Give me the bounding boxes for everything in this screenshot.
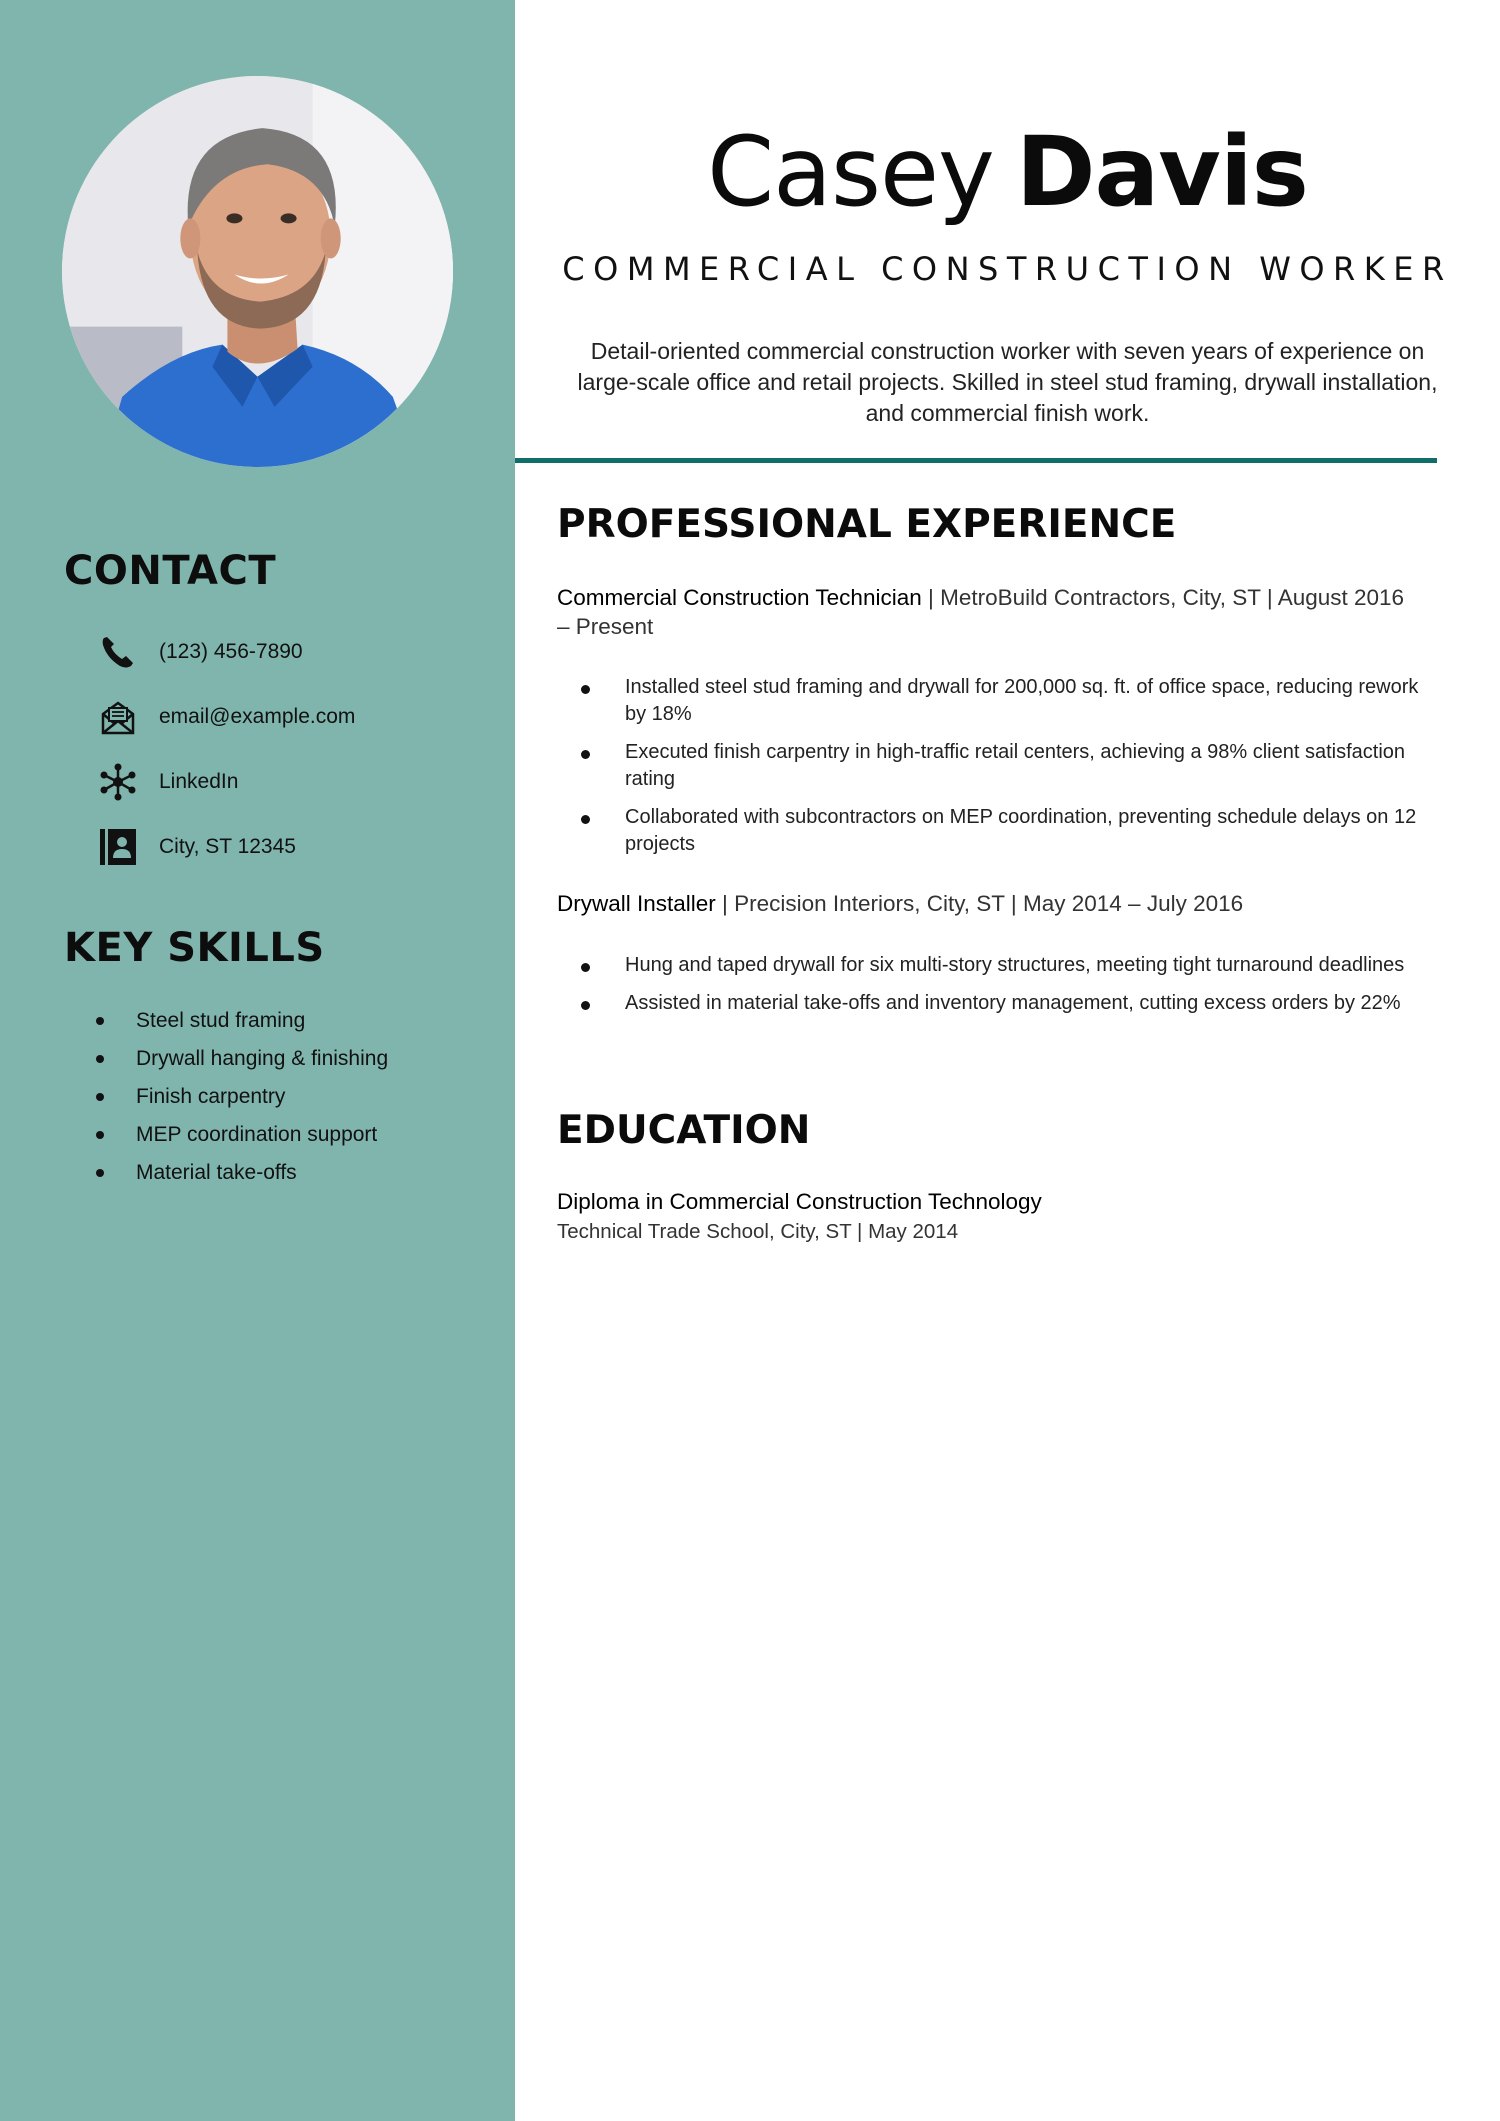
bullet-dot (96, 1093, 104, 1101)
contact-phone (96, 627, 303, 677)
skill-text: Steel stud framing (136, 1009, 306, 1032)
sidebar (0, 0, 515, 2121)
job-bullets (557, 674, 1437, 869)
job-role: Commercial Construction Technician (557, 585, 922, 610)
education-school: Technical Trade School, City, ST | May 2014 (557, 1220, 959, 1243)
list-item (96, 1040, 388, 1078)
bullet-dot (96, 1017, 104, 1025)
summary: Detail-oriented commercial construction worker with seven years of experience on large-scale office and retail projects. Skilled in steel stud framing, drywall installation, and commercial finish work. (577, 338, 1438, 426)
education-heading: EDUCATION (557, 1108, 811, 1153)
list-item (96, 1116, 388, 1154)
network-icon (96, 760, 140, 804)
contact-heading: CONTACT (64, 548, 277, 594)
profile-photo (62, 76, 453, 467)
job-details: | MetroBuild Contractors, City, ST | August 2016 – Present (557, 585, 1405, 639)
list-item (96, 1154, 388, 1192)
job-role: Drywall Installer (557, 891, 716, 916)
contact-email-text: email@example.com (159, 705, 356, 728)
bullet-dot (581, 685, 590, 694)
experience-heading: PROFESSIONAL EXPERIENCE (557, 502, 1177, 547)
bullet-text: Executed finish carpentry in high-traffic retail centers, achieving a 98% client satisfaction rating (625, 741, 1406, 790)
skill-text: Drywall hanging & finishing (136, 1047, 389, 1070)
bullet-text: Assisted in material take-offs and inventory management, cutting excess orders by 22% (625, 992, 1401, 1014)
bullet-text: Installed steel stud framing and drywall for 200,000 sq. ft. of office space, reducing rework by 18% (625, 676, 1419, 725)
skill-text: Material take-offs (136, 1161, 297, 1184)
job-entry-header (557, 583, 1417, 641)
key-skills-heading: KEY SKILLS (64, 925, 325, 971)
list-item (557, 990, 1437, 1017)
skills-list (96, 1002, 388, 1192)
first-name: Casey (707, 116, 994, 228)
list-item (557, 674, 1437, 728)
candidate-name (515, 112, 1500, 232)
email-icon (96, 695, 140, 739)
bullet-dot (96, 1169, 104, 1177)
list-item (96, 1002, 388, 1040)
bullet-dot (96, 1131, 104, 1139)
skill-text: Finish carpentry (136, 1085, 286, 1108)
bullet-dot (581, 750, 590, 759)
job-details: | Precision Interiors, City, ST | May 2014 – July 2016 (715, 891, 1244, 916)
skill-text: MEP coordination support (136, 1123, 378, 1146)
job-bullets (557, 952, 1437, 1028)
contact-linkedin-text: LinkedIn (159, 770, 239, 793)
section-divider (515, 458, 1437, 463)
education-degree: Diploma in Commercial Construction Technology (557, 1189, 1042, 1214)
bullet-text: Collaborated with subcontractors on MEP coordination, preventing schedule delays on 12 projects (625, 806, 1417, 855)
main-content (515, 0, 1500, 2121)
contact-linkedin (96, 757, 238, 807)
list-item (557, 739, 1437, 793)
bullet-dot (581, 1001, 590, 1010)
contact-address (96, 822, 296, 872)
address-book-icon (96, 825, 140, 869)
phone-icon (96, 630, 140, 674)
bullet-dot (581, 815, 590, 824)
job-title: COMMERCIAL CONSTRUCTION WORKER (562, 250, 1453, 288)
list-item (96, 1078, 388, 1116)
contact-address-text: City, ST 12345 (159, 835, 296, 858)
list-item (557, 804, 1437, 858)
contact-email (96, 692, 355, 742)
job-entry-header (557, 889, 1417, 918)
last-name: Davis (1015, 116, 1308, 228)
bullet-text: Hung and taped drywall for six multi-story structures, meeting tight turnaround deadlines (625, 954, 1405, 976)
bullet-dot (581, 963, 590, 972)
bullet-dot (96, 1055, 104, 1063)
list-item (557, 952, 1437, 979)
contact-phone-text: (123) 456-7890 (159, 640, 303, 663)
